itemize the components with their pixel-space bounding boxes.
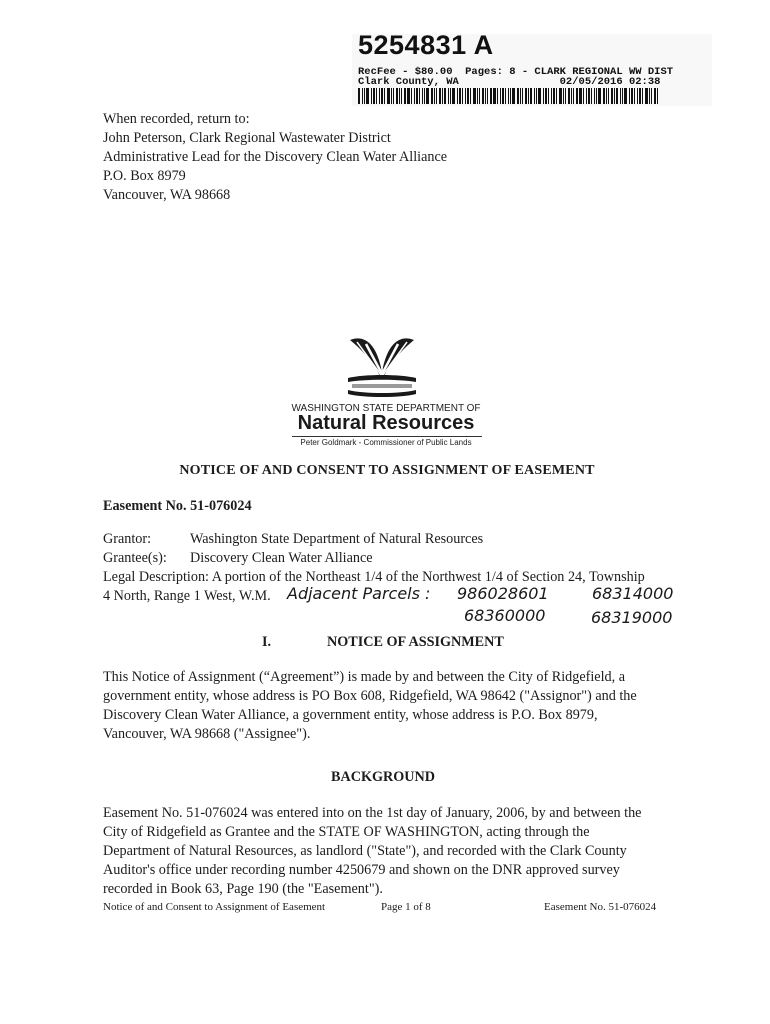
barcode-bar xyxy=(624,88,627,104)
barcode-bar xyxy=(608,88,609,104)
dnr-department-label: WASHINGTON STATE DEPARTMENT OF xyxy=(291,403,481,414)
legal-description-line1: Legal Description: A portion of the Northeast 1/4 of the Northwest 1/4 of Section 24, Township xyxy=(103,569,645,585)
barcode-bar xyxy=(399,88,400,104)
recording-number: 5254831 A xyxy=(358,30,494,60)
legal-description-line2: 4 North, Range 1 West, W.M. xyxy=(103,588,271,604)
background-heading: BACKGROUND xyxy=(331,769,436,785)
barcode-bar xyxy=(404,88,406,104)
barcode-bar xyxy=(424,88,425,104)
barcode-bar xyxy=(634,88,635,104)
barcode-bar xyxy=(591,88,592,104)
background-line: Easement No. 51-076024 was entered into on the 1st day of January, 2006, by and between the xyxy=(103,805,642,821)
barcode-bar xyxy=(371,88,372,104)
barcode-bar xyxy=(649,88,650,104)
barcode-bar xyxy=(411,88,412,104)
barcode-bar xyxy=(391,88,392,104)
barcode-bar xyxy=(588,88,590,104)
barcode-bar xyxy=(522,88,523,104)
handwritten-parcel-1: 986028601 xyxy=(457,584,549,603)
barcode-bar xyxy=(631,88,633,104)
barcode-bar xyxy=(530,88,532,104)
return-to-pobox: P.O. Box 8979 xyxy=(103,168,186,184)
barcode-bar xyxy=(622,88,623,104)
barcode-bar xyxy=(457,88,458,104)
barcode-bar xyxy=(548,88,549,104)
handwritten-parcel-4: 68319000 xyxy=(591,608,673,627)
barcode-bar xyxy=(467,88,469,104)
return-to-title: Administrative Lead for the Discovery Clean Water Alliance xyxy=(103,149,448,165)
barcode-bar xyxy=(462,88,463,104)
dnr-commissioner: Peter Goldmark - Commissioner of Public Lands xyxy=(300,438,472,447)
handwritten-parcel-3: 68360000 xyxy=(464,606,546,625)
barcode-bar xyxy=(505,88,506,104)
barcode-bar xyxy=(465,88,466,104)
grantor-value: Washington State Department of Natural Resources xyxy=(190,531,484,547)
section-1-line: government entity, whose address is PO Box 608, Ridgefield, WA 98642 ("Assignor") and the xyxy=(103,688,637,704)
return-to-city: Vancouver, WA 98668 xyxy=(103,187,231,203)
barcode-bar xyxy=(645,88,648,104)
recording-fee-line: RecFee - $80.00 Pages: 8 - CLARK REGIONAL WW DIST xyxy=(358,66,674,78)
return-to-name: John Peterson, Clark Regional Wastewater District xyxy=(103,130,391,146)
barcode-bar xyxy=(396,88,398,104)
barcode-bar xyxy=(536,88,537,104)
barcode-bar xyxy=(553,88,555,104)
barcode-bar xyxy=(596,88,597,104)
barcode-bar xyxy=(358,88,360,104)
logo-divider xyxy=(292,436,482,437)
barcode-bar xyxy=(510,88,511,104)
section-1-line: This Notice of Assignment (“Agreement”) is made by and between the City of Ridgefield, a xyxy=(103,669,626,685)
barcode-bar xyxy=(384,88,385,104)
barcode-bar xyxy=(583,88,584,104)
barcode-bar xyxy=(442,88,443,104)
barcode-bar xyxy=(614,88,615,104)
barcode-bar xyxy=(556,88,557,104)
dnr-logo-icon xyxy=(346,334,418,398)
barcode-bar xyxy=(534,88,535,104)
barcode-bar xyxy=(431,88,433,104)
barcode-bar xyxy=(525,88,527,104)
footer-page-number: Page 1 of 8 xyxy=(381,901,431,913)
dnr-name: Natural Resources xyxy=(297,412,475,434)
barcode-bar xyxy=(401,88,402,104)
barcode-bar xyxy=(520,88,521,104)
document-title: NOTICE OF AND CONSENT TO ASSIGNMENT OF EASEMENT xyxy=(179,463,595,478)
barcode-bar xyxy=(598,88,601,104)
barcode-bar xyxy=(444,88,446,104)
barcode-bar xyxy=(637,88,638,104)
barcode-bar xyxy=(482,88,484,104)
barcode-bar xyxy=(573,88,574,104)
section-1-line: Vancouver, WA 98668 ("Assignee"). xyxy=(103,726,311,742)
barcode-bar xyxy=(538,88,541,104)
grantee-label: Grantee(s): xyxy=(103,550,167,566)
background-line: City of Ridgefield as Grantee and the STATE OF WASHINGTON, acting through the xyxy=(103,824,590,840)
barcode-bar xyxy=(376,88,377,104)
barcode-bar xyxy=(611,88,613,104)
barcode-bar xyxy=(381,88,383,104)
barcode-bar xyxy=(629,88,630,104)
section-1-line: Discovery Clean Water Alliance, a government entity, whose address is P.O. Box 8979, xyxy=(103,707,598,723)
barcode-bar xyxy=(439,88,441,104)
barcode-bar xyxy=(545,88,547,104)
barcode-bar xyxy=(620,88,621,104)
barcode-bar xyxy=(654,88,656,104)
barcode-bar xyxy=(493,88,496,104)
barcode xyxy=(358,88,663,104)
footer-document-name: Notice of and Consent to Assignment of Easement xyxy=(103,901,326,913)
barcode-bar xyxy=(639,88,641,104)
barcode-bar xyxy=(479,88,480,104)
barcode-bar xyxy=(606,88,607,104)
background-line: recorded in Book 63, Page 190 (the "Easement"). xyxy=(103,881,383,897)
barcode-bar xyxy=(373,88,375,104)
barcode-bar xyxy=(459,88,461,104)
handwritten-parcel-2: 68314000 xyxy=(592,584,674,603)
barcode-bar xyxy=(387,88,390,104)
barcode-bar xyxy=(512,88,515,104)
barcode-bar xyxy=(448,88,449,104)
barcode-bar xyxy=(362,88,363,104)
barcode-bar xyxy=(579,88,582,104)
barcode-bar xyxy=(407,88,410,104)
barcode-bar xyxy=(528,88,529,104)
barcode-bar xyxy=(571,88,572,104)
barcode-bar xyxy=(565,88,566,104)
barcode-bar xyxy=(568,88,570,104)
barcode-bar xyxy=(436,88,437,104)
barcode-bar xyxy=(616,88,618,104)
barcode-bar xyxy=(508,88,509,104)
barcode-bar xyxy=(393,88,394,104)
barcode-bar xyxy=(517,88,519,104)
barcode-bar xyxy=(426,88,429,104)
barcode-bar xyxy=(497,88,498,104)
barcode-bar xyxy=(563,88,564,104)
grantor-label: Grantor: xyxy=(103,531,152,547)
barcode-bar xyxy=(477,88,478,104)
barcode-bar xyxy=(470,88,471,104)
barcode-bar xyxy=(379,88,380,104)
barcode-bar xyxy=(364,88,365,104)
barcode-bar xyxy=(473,88,476,104)
footer-easement-number: Easement No. 51-076024 xyxy=(544,901,657,913)
barcode-bar xyxy=(551,88,552,104)
barcode-bar xyxy=(366,88,369,104)
barcode-bar xyxy=(422,88,423,104)
barcode-bar xyxy=(657,88,658,104)
barcode-bar xyxy=(543,88,544,104)
barcode-bar xyxy=(490,88,492,104)
easement-number: Easement No. 51-076024 xyxy=(103,498,252,514)
barcode-bar xyxy=(450,88,451,104)
section-1-heading: NOTICE OF ASSIGNMENT xyxy=(327,634,504,650)
barcode-bar xyxy=(586,88,587,104)
handwritten-adjacent-parcels-label: Adjacent Parcels : xyxy=(287,584,431,603)
barcode-bar xyxy=(416,88,418,104)
barcode-bar xyxy=(642,88,643,104)
barcode-bar xyxy=(576,88,578,104)
barcode-bar xyxy=(502,88,504,104)
barcode-bar xyxy=(487,88,488,104)
barcode-bar xyxy=(500,88,501,104)
barcode-bar xyxy=(603,88,605,104)
barcode-bar xyxy=(559,88,562,104)
barcode-bar xyxy=(485,88,486,104)
barcode-bar xyxy=(414,88,415,104)
background-line: Department of Natural Resources, as landlord ("State"), and recorded with the Clark County xyxy=(103,843,627,859)
barcode-bar xyxy=(651,88,652,104)
barcode-bar xyxy=(452,88,455,104)
barcode-bar xyxy=(419,88,420,104)
grantee-value: Discovery Clean Water Alliance xyxy=(190,550,373,566)
barcode-bar xyxy=(434,88,435,104)
section-1-number: I. xyxy=(262,634,272,650)
recording-county-line: Clark County, WA 02/05/2016 02:38 xyxy=(358,76,661,88)
return-to-heading: When recorded, return to: xyxy=(103,111,250,127)
background-line: Auditor's office under recording number 4250679 and shown on the DNR approved survey xyxy=(103,862,620,878)
barcode-bar xyxy=(594,88,595,104)
